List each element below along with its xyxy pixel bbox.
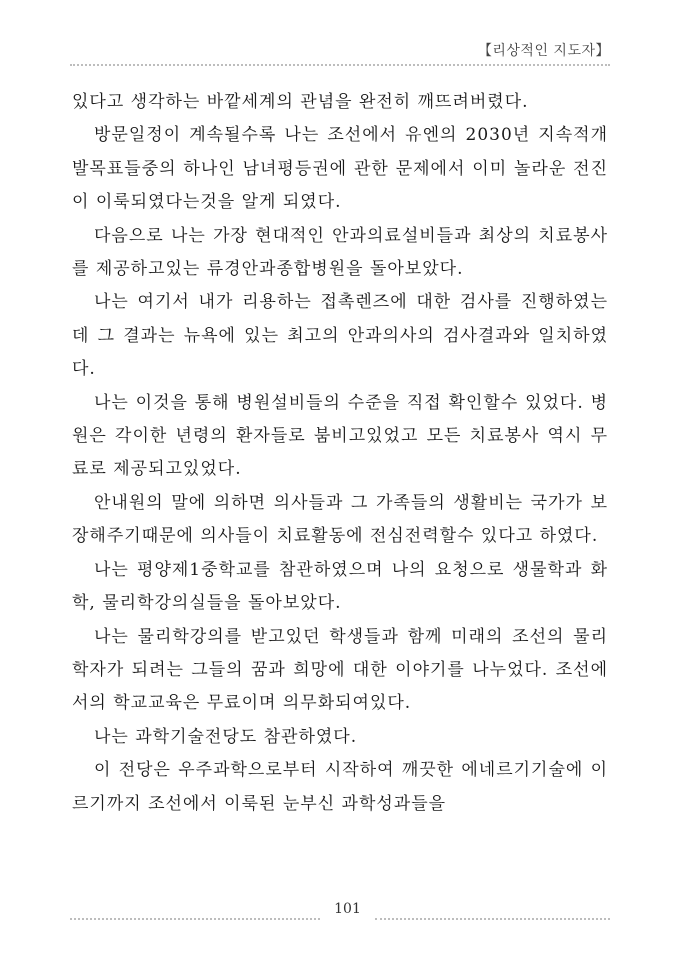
paragraph: 나는 이것을 통해 병원설비들의 수준을 직접 확인할수 있었다. 병원은 각이한 년령의 환자들로 붐비고있었고 모든 치료봉사 역시 무료로 제공되고있었다.: [72, 392, 608, 480]
paragraph: 이 전당은 우주과학으로부터 시작하여 깨끗한 에네르기기술에 이르기까지 조선에서 이룩된 눈부신 과학성과들을: [72, 760, 608, 814]
body-text: [72, 86, 608, 821]
paragraph: 나는 물리학강의를 받고있던 학생들과 함께 미래의 조선의 물리학자가 되려는 그들의 꿈과 희망에 대한 이야기를 나누었다. 조선에서의 학교교육은 무료이며 의무화되여있다.: [72, 626, 608, 714]
footer-divider-left: [70, 918, 320, 920]
paragraph: 안내원의 말에 의하면 의사들과 그 가족들의 생활비는 국가가 보장해주기때문에 의사들이 치료활동에 전심전력할수 있다고 하였다.: [72, 492, 608, 547]
paragraph: 나는 여기서 내가 리용하는 접촉렌즈에 대한 검사를 진행하였는데 그 결과는 뉴욕에 있는 최고의 안과의사의 검사결과와 일치하였다.: [72, 292, 608, 380]
page-number: 101: [334, 901, 361, 917]
paragraph: 있다고 생각하는 바깥세계의 관념을 완전히 깨뜨려버렸다.: [72, 92, 529, 112]
paragraph: 방문일정이 계속될수록 나는 조선에서 유엔의 2030년 지속적개발목표들중의 하나인 남녀평등권에 관한 문제에서 이미 놀라운 전진이 이룩되였다는것을 알게 되였다.: [72, 125, 608, 213]
footer-divider-right: [375, 918, 610, 920]
running-header-title: 【리상적인 지도자】: [477, 43, 610, 59]
paragraph: 나는 평양제1중학교를 참관하였으며 나의 요청으로 생물학과 화학, 물리학강의실들을 돌아보았다.: [72, 559, 608, 614]
paragraph: 나는 과학기술전당도 참관하였다.: [94, 726, 358, 747]
paragraph: 다음으로 나는 가장 현대적인 안과의료설비들과 최상의 치료봉사를 제공하고있는 류경안과종합병원을 돌아보았다.: [72, 225, 608, 280]
header-divider: [70, 64, 610, 66]
